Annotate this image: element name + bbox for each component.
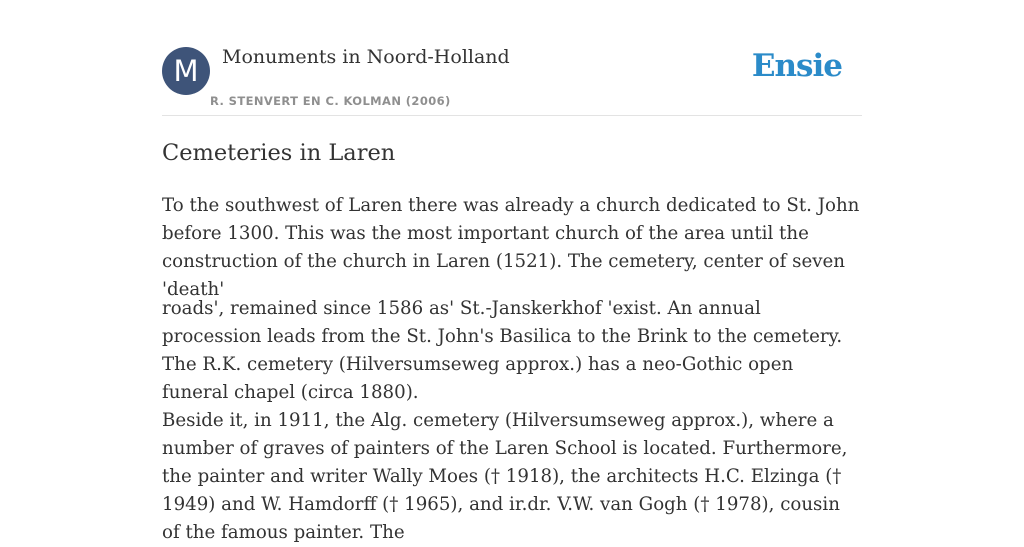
source-avatar[interactable]: M (162, 47, 210, 95)
article-header (162, 0, 862, 116)
source-title[interactable]: Monuments in Noord-Holland (222, 46, 510, 68)
brand-logo[interactable]: Ensie (751, 48, 842, 84)
article-card (162, 0, 862, 543)
article-paragraph: To the southwest of Laren there was already a church dedicated to St. John before 1300. This was the most important church of the area until the construction of the church in Laren (1521). The cemetery, center of seven 'death' (162, 195, 860, 300)
article-paragraph: Beside it, in 1911, the Alg. cemetery (Hilversumseweg approx.), where a number of graves of painters of the Laren School is located. Furthermore, the painter and writer Wally Moes († 1918), the architects H.C. Elzinga († 1949) and W. Hamdorff († 1965), and ir.dr. V.W. van Gogh († 1978), cousin of the famous painter. The (162, 410, 848, 543)
source-authors: R. STENVERT EN C. KOLMAN (2006) (210, 94, 451, 108)
article-title: Cemeteries in Laren (162, 140, 396, 166)
article-paragraph: roads', remained since 1586 as' St.-Janskerkhof 'exist. An annual procession leads from the St. John's Basilica to the Brink to the cemetery. The R.K. cemetery (Hilversumseweg approx.) has a neo-Gothic open funeral chapel (circa 1880). (162, 298, 843, 403)
